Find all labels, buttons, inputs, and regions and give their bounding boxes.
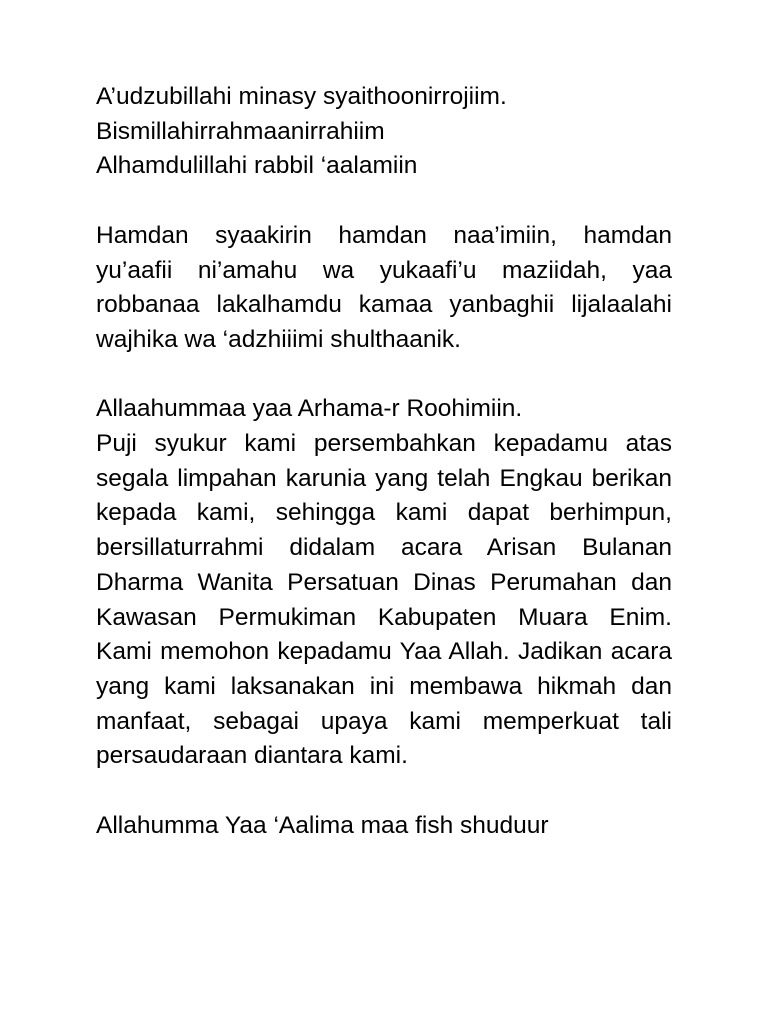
paragraph-gap	[96, 774, 672, 809]
document-page	[96, 80, 672, 843]
gratitude-paragraph: Puji syukur kami persembahkan kepadamu atas segala limpahan karunia yang telah Engkau berikan kepada kami, sehingga kami dapat berhimpun, bersillaturrahmi didalam acara Arisan Bulanan Dharma Wanita Persatuan Dinas Perumahan dan Kawasan Permukiman Kabupaten Muara Enim. Kami memohon kepadamu Yaa Allah. Jadikan acara yang kami laksanakan ini membawa hikmah dan manfaat, sebagai upaya kami memperkuat tali persaudaraan diantara kami.	[96, 430, 672, 770]
praise-paragraph: Hamdan syaakirin hamdan naa’imiin, hamdan yu’aafii ni’amahu wa yukaafi’u maziidah, yaa robbanaa lakalhamdu kamaa yanbaghii lijalaalahi wajhika wa ‘adzhiiimi shulthaanik.	[96, 221, 672, 353]
paragraph-gap	[96, 184, 672, 219]
opening-line-taawudz: A’udzubillahi minasy syaithoonirrojiim.	[96, 83, 507, 110]
paragraph-gap	[96, 358, 672, 393]
opening-line-hamdalah: Alhamdulillahi rabbil ‘aalamiin	[96, 152, 418, 180]
opening-line-basmalah: Bismillahirrahmaanirrahiim	[96, 117, 385, 145]
invocation-line: Allahumma Yaa ‘Aalima maa fish shuduur	[96, 811, 549, 839]
invocation-line: Allaahummaa yaa Arhama-r Roohimiin.	[96, 395, 523, 423]
